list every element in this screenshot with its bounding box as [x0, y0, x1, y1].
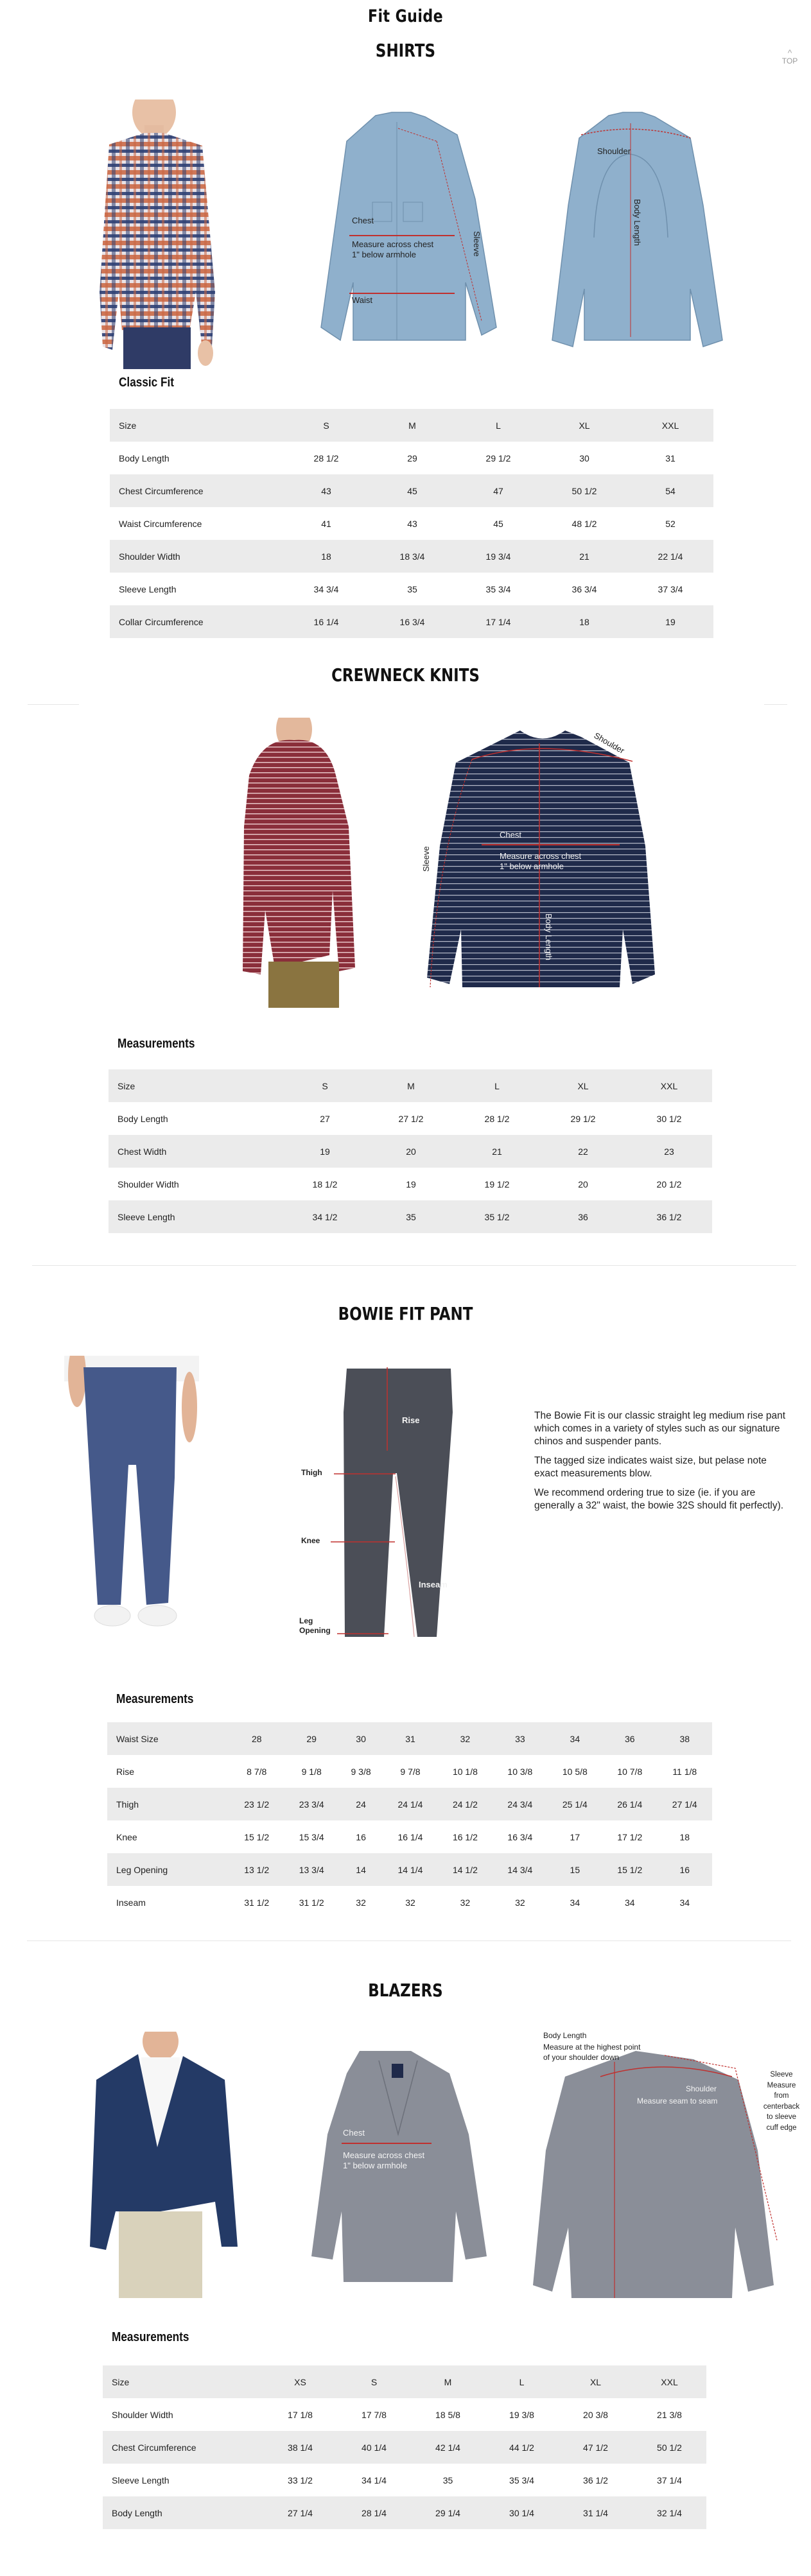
blazer-sleeve-note-line: centerback — [763, 2102, 800, 2111]
table-header-size: L — [485, 2365, 559, 2398]
table-cell: 15 — [548, 1853, 602, 1886]
table-cell: 48 1/2 — [541, 507, 627, 540]
table-cell: 13 3/4 — [284, 1853, 338, 1886]
table-cell: 10 1/8 — [438, 1755, 493, 1788]
table-cell: 43 — [283, 474, 369, 507]
table-row — [103, 2464, 706, 2496]
table-cell: 27 1/4 — [658, 1788, 712, 1820]
table-cell: 21 — [454, 1135, 540, 1168]
blazer-sleeve-note-line: Measure — [767, 2081, 796, 2089]
row-label: Chest Circumference — [110, 474, 283, 507]
blazer-body-length-note-2: of your shoulder down — [543, 2053, 620, 2062]
knits-size-table — [109, 1069, 712, 1233]
table-cell: 16 3/4 — [369, 605, 455, 638]
shirt-shoulder-label: Shoulder — [597, 146, 631, 156]
knits-table-title: Measurements — [118, 1037, 195, 1051]
table-header-size: S — [282, 1069, 368, 1102]
blazer-sleeve-note-line: Sleeve — [770, 2071, 793, 2079]
table-cell: 35 — [411, 2464, 485, 2496]
table-cell: 32 — [383, 1886, 437, 1919]
table-cell: 45 — [369, 474, 455, 507]
table-cell: 31 — [627, 442, 713, 474]
table-row — [110, 442, 713, 474]
table-cell: 47 1/2 — [559, 2431, 632, 2464]
table-cell: 31 1/2 — [229, 1886, 284, 1919]
shirts-size-table — [110, 409, 713, 638]
table-header-row — [110, 409, 713, 442]
table-cell: 35 3/4 — [455, 573, 541, 605]
table-cell: 42 1/4 — [411, 2431, 485, 2464]
table-cell: 35 3/4 — [485, 2464, 559, 2496]
table-cell: 23 3/4 — [284, 1788, 338, 1820]
table-cell: 52 — [627, 507, 713, 540]
knit-body-length-label: Body Length — [544, 913, 554, 961]
blazer-sleeve-note-line: to sleeve — [766, 2113, 797, 2121]
table-header-size: L — [454, 1069, 540, 1102]
table-cell: 11 1/8 — [658, 1755, 712, 1788]
table-cell: 18 — [283, 540, 369, 573]
table-cell: 37 1/4 — [632, 2464, 706, 2496]
table-cell: 40 1/4 — [337, 2431, 411, 2464]
table-header-size: XXL — [632, 2365, 706, 2398]
table-cell: 20 — [368, 1135, 454, 1168]
table-cell: 19 — [627, 605, 713, 638]
table-header-size: XL — [541, 409, 627, 442]
row-label: Collar Circumference — [110, 605, 283, 638]
table-cell: 41 — [283, 507, 369, 540]
blazer-shoulder-label: Shoulder — [686, 2084, 717, 2093]
shirt-chest-note-2: 1" below armhole — [352, 250, 417, 259]
table-row — [110, 474, 713, 507]
knit-shoulder-label: Shoulder — [592, 730, 627, 756]
table-cell: 43 — [369, 507, 455, 540]
pant-model-photo — [64, 1356, 199, 1646]
table-header-row — [107, 1722, 712, 1755]
table-cell: 15 1/2 — [602, 1853, 657, 1886]
knit-model-photo — [204, 718, 378, 1008]
table-header-size: XXL — [627, 409, 713, 442]
table-cell: 24 3/4 — [493, 1788, 547, 1820]
pant-rise-label: Rise — [402, 1415, 420, 1425]
table-cell: 21 3/8 — [632, 2398, 706, 2431]
table-header-size: 30 — [339, 1722, 383, 1755]
table-cell: 23 — [626, 1135, 712, 1168]
shirt-chest-label: Chest — [352, 216, 374, 225]
table-header-size: 36 — [602, 1722, 657, 1755]
shirt-front-diagram — [283, 109, 527, 366]
knit-sleeve-label: Sleeve — [421, 846, 431, 872]
table-row — [103, 2398, 706, 2431]
table-cell: 26 1/4 — [602, 1788, 657, 1820]
table-header-size: 28 — [229, 1722, 284, 1755]
table-cell: 24 — [339, 1788, 383, 1820]
back-to-top-label: TOP — [781, 56, 798, 65]
table-cell: 18 1/2 — [282, 1168, 368, 1200]
table-cell: 31 1/2 — [284, 1886, 338, 1919]
table-cell: 35 1/2 — [454, 1200, 540, 1233]
table-cell: 28 1/2 — [454, 1102, 540, 1135]
pant-diagram — [283, 1354, 475, 1656]
table-header-size: 33 — [493, 1722, 547, 1755]
table-cell: 50 1/2 — [632, 2431, 706, 2464]
table-cell: 8 7/8 — [229, 1755, 284, 1788]
table-cell: 14 — [339, 1853, 383, 1886]
table-row — [110, 605, 713, 638]
blazer-shoulder-note: Measure seam to seam — [637, 2096, 718, 2105]
table-row — [109, 1135, 712, 1168]
section-divider — [32, 1265, 796, 1266]
table-cell: 17 1/4 — [455, 605, 541, 638]
table-cell: 9 3/8 — [339, 1755, 383, 1788]
table-header-size: 29 — [284, 1722, 338, 1755]
table-cell: 36 — [540, 1200, 626, 1233]
table-cell: 16 3/4 — [493, 1820, 547, 1853]
pant-description-paragraph: We recommend ordering true to size (ie. if you are generally a 32" waist, the bowie 32S should fit perfectly). — [534, 1487, 784, 1511]
table-cell: 21 — [541, 540, 627, 573]
pants-table-title: Measurements — [116, 1692, 194, 1706]
blazers-table-title: Measurements — [112, 2330, 189, 2344]
table-cell: 19 3/8 — [485, 2398, 559, 2431]
table-cell: 36 3/4 — [541, 573, 627, 605]
blazer-chest-label: Chest — [343, 2128, 365, 2138]
table-cell: 34 1/2 — [282, 1200, 368, 1233]
table-cell: 18 3/4 — [369, 540, 455, 573]
table-cell: 16 — [658, 1853, 712, 1886]
blazer-chest-note-2: 1" below armhole — [343, 2161, 408, 2170]
table-cell: 20 3/8 — [559, 2398, 632, 2431]
table-header-size: M — [368, 1069, 454, 1102]
table-header-label: Size — [110, 409, 283, 442]
row-label: Leg Opening — [107, 1853, 229, 1886]
table-row — [103, 2496, 706, 2529]
table-cell: 29 1/4 — [411, 2496, 485, 2529]
table-cell: 16 — [339, 1820, 383, 1853]
row-label: Shoulder Width — [110, 540, 283, 573]
table-cell: 10 7/8 — [602, 1755, 657, 1788]
table-header-label: Size — [109, 1069, 282, 1102]
table-cell: 14 3/4 — [493, 1853, 547, 1886]
shirt-waist-label: Waist — [352, 295, 373, 305]
table-cell: 34 1/4 — [337, 2464, 411, 2496]
table-header-row — [109, 1069, 712, 1102]
table-cell: 24 1/4 — [383, 1788, 437, 1820]
shirt-model-photo — [83, 99, 238, 369]
table-header-label: Size — [103, 2365, 263, 2398]
table-cell: 10 5/8 — [548, 1755, 602, 1788]
table-cell: 35 — [369, 573, 455, 605]
section-divider — [764, 704, 787, 705]
table-cell: 36 1/2 — [626, 1200, 712, 1233]
blazer-body-length-label: Body Length — [543, 2031, 587, 2040]
blazer-sleeve-note-line: from — [774, 2092, 789, 2100]
table-header-label: Waist Size — [107, 1722, 229, 1755]
table-header-size: 31 — [383, 1722, 437, 1755]
table-cell: 18 — [658, 1820, 712, 1853]
shirt-sleeve-label: Sleeve — [472, 231, 482, 257]
table-header-size: S — [283, 409, 369, 442]
table-cell: 10 3/8 — [493, 1755, 547, 1788]
table-cell: 27 1/4 — [263, 2496, 337, 2529]
table-header-size: 34 — [548, 1722, 602, 1755]
table-cell: 36 1/2 — [559, 2464, 632, 2496]
table-cell: 29 1/2 — [455, 442, 541, 474]
table-cell: 14 1/2 — [438, 1853, 493, 1886]
row-label: Chest Circumference — [103, 2431, 263, 2464]
table-row — [107, 1853, 712, 1886]
table-cell: 18 — [541, 605, 627, 638]
table-cell: 16 1/2 — [438, 1820, 493, 1853]
table-cell: 30 1/2 — [626, 1102, 712, 1135]
table-cell: 15 1/2 — [229, 1820, 284, 1853]
table-header-size: 38 — [658, 1722, 712, 1755]
table-cell: 24 1/2 — [438, 1788, 493, 1820]
shirts-section-title: SHIRTS — [375, 40, 436, 61]
blazer-back-diagram — [527, 2028, 811, 2298]
table-cell: 44 1/2 — [485, 2431, 559, 2464]
blazer-body-length-note-1: Measure at the highest point — [543, 2043, 641, 2052]
table-cell: 28 1/2 — [283, 442, 369, 474]
table-cell: 34 — [548, 1886, 602, 1919]
table-cell: 17 1/2 — [602, 1820, 657, 1853]
table-cell: 14 1/4 — [383, 1853, 437, 1886]
pant-description-paragraph: The tagged size indicates waist size, but pelase note exact measurements blow. — [534, 1455, 767, 1479]
table-row — [110, 540, 713, 573]
table-cell: 50 1/2 — [541, 474, 627, 507]
shirt-back-diagram — [533, 109, 777, 366]
row-label: Body Length — [109, 1102, 282, 1135]
table-cell: 23 1/2 — [229, 1788, 284, 1820]
table-row — [107, 1886, 712, 1919]
table-cell: 29 — [369, 442, 455, 474]
row-label: Rise — [107, 1755, 229, 1788]
row-label: Sleeve Length — [109, 1200, 282, 1233]
table-cell: 34 3/4 — [283, 573, 369, 605]
table-header-size: M — [411, 2365, 485, 2398]
knits-section-title: CREWNECK KNITS — [331, 664, 480, 686]
table-row — [110, 507, 713, 540]
table-header-size: XXL — [626, 1069, 712, 1102]
table-cell: 17 1/8 — [263, 2398, 337, 2431]
table-header-size: XL — [540, 1069, 626, 1102]
shirts-table-title: Classic Fit — [119, 376, 175, 390]
back-to-top-button[interactable] — [777, 49, 803, 65]
table-header-size: L — [455, 409, 541, 442]
table-row — [107, 1820, 712, 1853]
table-cell: 32 — [339, 1886, 383, 1919]
blazer-sleeve-note — [753, 2070, 810, 2133]
knit-chest-note-1: Measure across chest — [500, 851, 582, 861]
table-cell: 15 3/4 — [284, 1820, 338, 1853]
table-cell: 17 7/8 — [337, 2398, 411, 2431]
row-label: Chest Width — [109, 1135, 282, 1168]
table-cell: 38 1/4 — [263, 2431, 337, 2464]
row-label: Shoulder Width — [109, 1168, 282, 1200]
blazer-sleeve-note-line: cuff edge — [766, 2123, 797, 2132]
table-cell: 20 1/2 — [626, 1168, 712, 1200]
pant-inseam-label: Inseam — [419, 1580, 448, 1589]
table-cell: 54 — [627, 474, 713, 507]
pant-leg-opening-label-1: Leg — [299, 1616, 313, 1625]
blazer-front-diagram — [283, 2044, 527, 2301]
table-header-size: M — [369, 409, 455, 442]
table-cell: 17 — [548, 1820, 602, 1853]
table-cell: 37 3/4 — [627, 573, 713, 605]
shirt-body-length-label: Body Length — [632, 199, 642, 246]
table-cell: 19 — [368, 1168, 454, 1200]
table-cell: 34 — [658, 1886, 712, 1919]
table-header-size: XL — [559, 2365, 632, 2398]
pant-knee-label: Knee — [301, 1536, 320, 1545]
table-cell: 45 — [455, 507, 541, 540]
table-cell: 19 3/4 — [455, 540, 541, 573]
table-row — [107, 1788, 712, 1820]
row-label: Body Length — [103, 2496, 263, 2529]
table-cell: 33 1/2 — [263, 2464, 337, 2496]
table-cell: 19 1/2 — [454, 1168, 540, 1200]
table-cell: 32 — [493, 1886, 547, 1919]
table-header-size: S — [337, 2365, 411, 2398]
shirt-chest-note-1: Measure across chest — [352, 239, 434, 249]
blazers-size-table — [103, 2365, 706, 2529]
table-cell: 32 — [438, 1886, 493, 1919]
row-label: Body Length — [110, 442, 283, 474]
table-cell: 28 1/4 — [337, 2496, 411, 2529]
table-cell: 20 — [540, 1168, 626, 1200]
table-cell: 47 — [455, 474, 541, 507]
row-label: Thigh — [107, 1788, 229, 1820]
table-header-size: 32 — [438, 1722, 493, 1755]
table-cell: 30 1/4 — [485, 2496, 559, 2529]
table-cell: 9 1/8 — [284, 1755, 338, 1788]
chevron-up-icon: ^ — [787, 48, 792, 58]
table-row — [103, 2431, 706, 2464]
table-cell: 16 1/4 — [383, 1820, 437, 1853]
section-divider — [28, 704, 79, 705]
row-label: Sleeve Length — [110, 573, 283, 605]
table-cell: 31 1/4 — [559, 2496, 632, 2529]
pant-thigh-label: Thigh — [301, 1468, 322, 1477]
table-cell: 18 5/8 — [411, 2398, 485, 2431]
table-header-size: XS — [263, 2365, 337, 2398]
pant-description — [534, 1410, 791, 1519]
table-cell: 16 1/4 — [283, 605, 369, 638]
pant-leg-opening-label-2: Opening — [299, 1626, 331, 1635]
row-label: Waist Circumference — [110, 507, 283, 540]
knit-chest-label: Chest — [500, 830, 521, 840]
table-cell: 19 — [282, 1135, 368, 1168]
page-title: Fit Guide — [367, 6, 444, 26]
table-cell: 9 7/8 — [383, 1755, 437, 1788]
pants-section-title: BOWIE FIT PANT — [338, 1303, 473, 1324]
knit-chest-note-2: 1" below armhole — [500, 861, 564, 871]
knit-diagram — [411, 718, 674, 1000]
table-cell: 34 — [602, 1886, 657, 1919]
table-cell: 27 1/2 — [368, 1102, 454, 1135]
table-cell: 30 — [541, 442, 627, 474]
blazer-model-photo — [83, 2032, 244, 2298]
blazers-section-title: BLAZERS — [368, 1980, 443, 2001]
pants-size-table — [107, 1722, 712, 1919]
table-row — [109, 1200, 712, 1233]
row-label: Shoulder Width — [103, 2398, 263, 2431]
row-label: Sleeve Length — [103, 2464, 263, 2496]
row-label: Knee — [107, 1820, 229, 1853]
table-row — [107, 1755, 712, 1788]
table-cell: 35 — [368, 1200, 454, 1233]
table-row — [109, 1168, 712, 1200]
table-cell: 13 1/2 — [229, 1853, 284, 1886]
table-cell: 22 1/4 — [627, 540, 713, 573]
table-row — [110, 573, 713, 605]
table-cell: 25 1/4 — [548, 1788, 602, 1820]
table-cell: 27 — [282, 1102, 368, 1135]
table-cell: 32 1/4 — [632, 2496, 706, 2529]
table-row — [109, 1102, 712, 1135]
blazer-chest-note-1: Measure across chest — [343, 2150, 425, 2160]
table-cell: 22 — [540, 1135, 626, 1168]
row-label: Inseam — [107, 1886, 229, 1919]
pant-description-paragraph: The Bowie Fit is our classic straight leg medium rise pant which comes in a variety of styles such as our signature chinos and suspender pants. — [534, 1410, 786, 1447]
table-cell: 29 1/2 — [540, 1102, 626, 1135]
table-header-row — [103, 2365, 706, 2398]
